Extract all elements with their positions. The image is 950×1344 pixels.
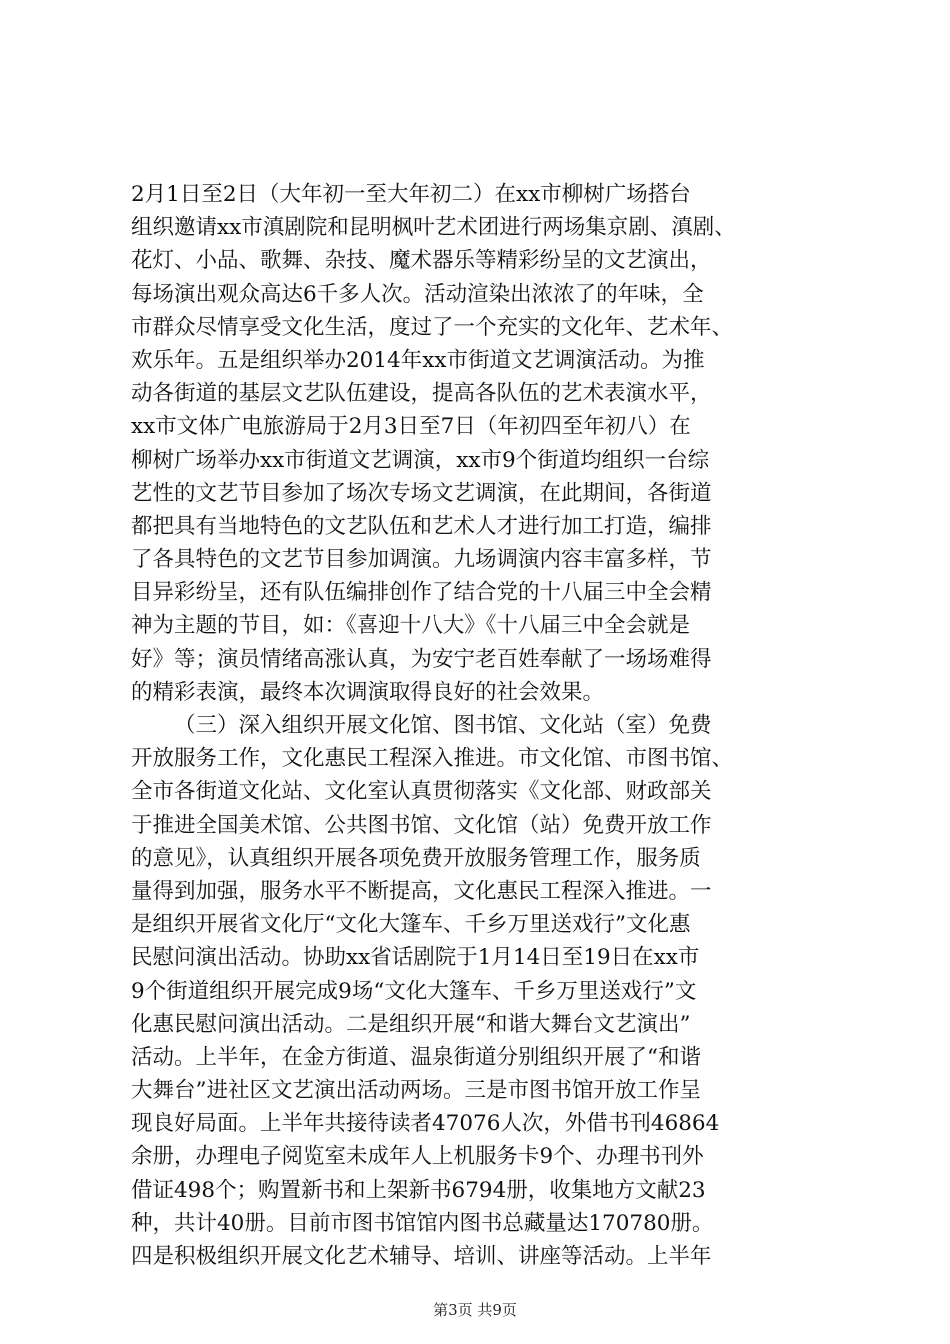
text-line: 了各具特色的文艺节目参加调演。九场调演内容丰富多样，节 — [131, 547, 712, 573]
section-heading-line: （三）深入组织开展文化馆、图书馆、文化站（室）免费 — [174, 713, 712, 738]
text-line: 神为主题的节目，如：《喜迎十八大》《十八届三中全会就是 — [131, 613, 691, 639]
text-line: 2月1日至2日（大年初一至大年初二）在xx市柳树广场搭台 — [131, 182, 691, 207]
text-line: 好》等；演员情绪高涨认真，为安宁老百姓奉献了一场场难得 — [131, 646, 712, 672]
text-line: 是组织开展省文化厅“文化大篷车、千乡万里送戏行”文化惠 — [131, 912, 691, 938]
text-line: 全市各街道文化站、文化室认真贯彻落实《文化部、财政部关 — [131, 779, 712, 805]
text-line: 大舞台”进社区文艺演出活动两场。三是市图书馆开放工作呈 — [131, 1078, 701, 1104]
text-line: 欢乐年。五是组织举办2014年xx市街道文艺调演活动。为推 — [131, 347, 705, 373]
text-line: 柳树广场举办xx市街道文艺调演，xx市9个街道均组织一台综 — [131, 447, 710, 473]
text-line: xx市文体广电旅游局于2月3日至7日（年初四至年初八）在 — [131, 414, 691, 440]
text-line: 民慰问演出活动。协助xx省话剧院于1月14日至19日在xx市 — [131, 945, 700, 971]
text-line: 于推进全国美术馆、公共图书馆、文化馆（站）免费开放工作 — [131, 812, 712, 838]
text-line: 量得到加强，服务水平不断提高，文化惠民工程深入推进。一 — [131, 878, 712, 904]
text-line: 花灯、小品、歌舞、杂技、魔术器乐等精彩纷呈的文艺演出， — [131, 248, 712, 274]
text-line: 活动。上半年，在金方街道、温泉街道分别组织开展了“和谐 — [131, 1044, 701, 1070]
text-line: 借证498个；购置新书和上架新书6794册，收集地方文献23 — [131, 1177, 706, 1203]
text-line: 艺性的文艺节目参加了场次专场文艺调演，在此期间，各街道 — [131, 480, 712, 506]
text-line: 四是积极组织开展文化艺术辅导、培训、讲座等活动。上半年 — [131, 1244, 712, 1269]
text-line: 余册，办理电子阅览室未成年人上机服务卡9个、办理书刊外 — [131, 1144, 704, 1170]
text-line: 9个街道组织开展完成9场“文化大篷车、千乡万里送戏行”文 — [131, 978, 697, 1004]
text-line: 的精彩表演，最终本次调演取得良好的社会效果。 — [131, 679, 605, 705]
text-line: 目异彩纷呈，还有队伍编排创作了结合党的十八届三中全会精 — [131, 580, 712, 606]
page-number-footer: 第3页 共9页 — [433, 1301, 517, 1319]
text-line: 现良好局面。上半年共接待读者47076人次，外借书刊46864 — [131, 1111, 720, 1137]
text-line: 每场演出观众高达6千多人次。活动渲染出浓浓了的年味，全 — [131, 281, 704, 307]
text-line: 市群众尽情享受文化生活，度过了一个充实的文化年、艺术年、 — [131, 314, 734, 340]
body-text — [131, 178, 829, 1273]
text-line: 化惠民慰问演出活动。二是组织开展“和谐大舞台文艺演出” — [131, 1011, 691, 1037]
text-line: 都把具有当地特色的文艺队伍和艺术人才进行加工打造，编排 — [131, 513, 712, 539]
text-line: 种，共计40册。目前市图书馆馆内图书总藏量达170780册。 — [131, 1210, 714, 1236]
text-line: 动各街道的基层文艺队伍建设，提高各队伍的艺术表演水平， — [131, 381, 712, 407]
text-line: 的意见》，认真组织开展各项免费开放服务管理工作，服务质 — [131, 845, 701, 871]
text-line: 组织邀请xx市滇剧院和昆明枫叶艺术团进行两场集京剧、滇剧、 — [131, 215, 736, 241]
text-line: 开放服务工作，文化惠民工程深入推进。市文化馆、市图书馆、 — [131, 746, 734, 772]
